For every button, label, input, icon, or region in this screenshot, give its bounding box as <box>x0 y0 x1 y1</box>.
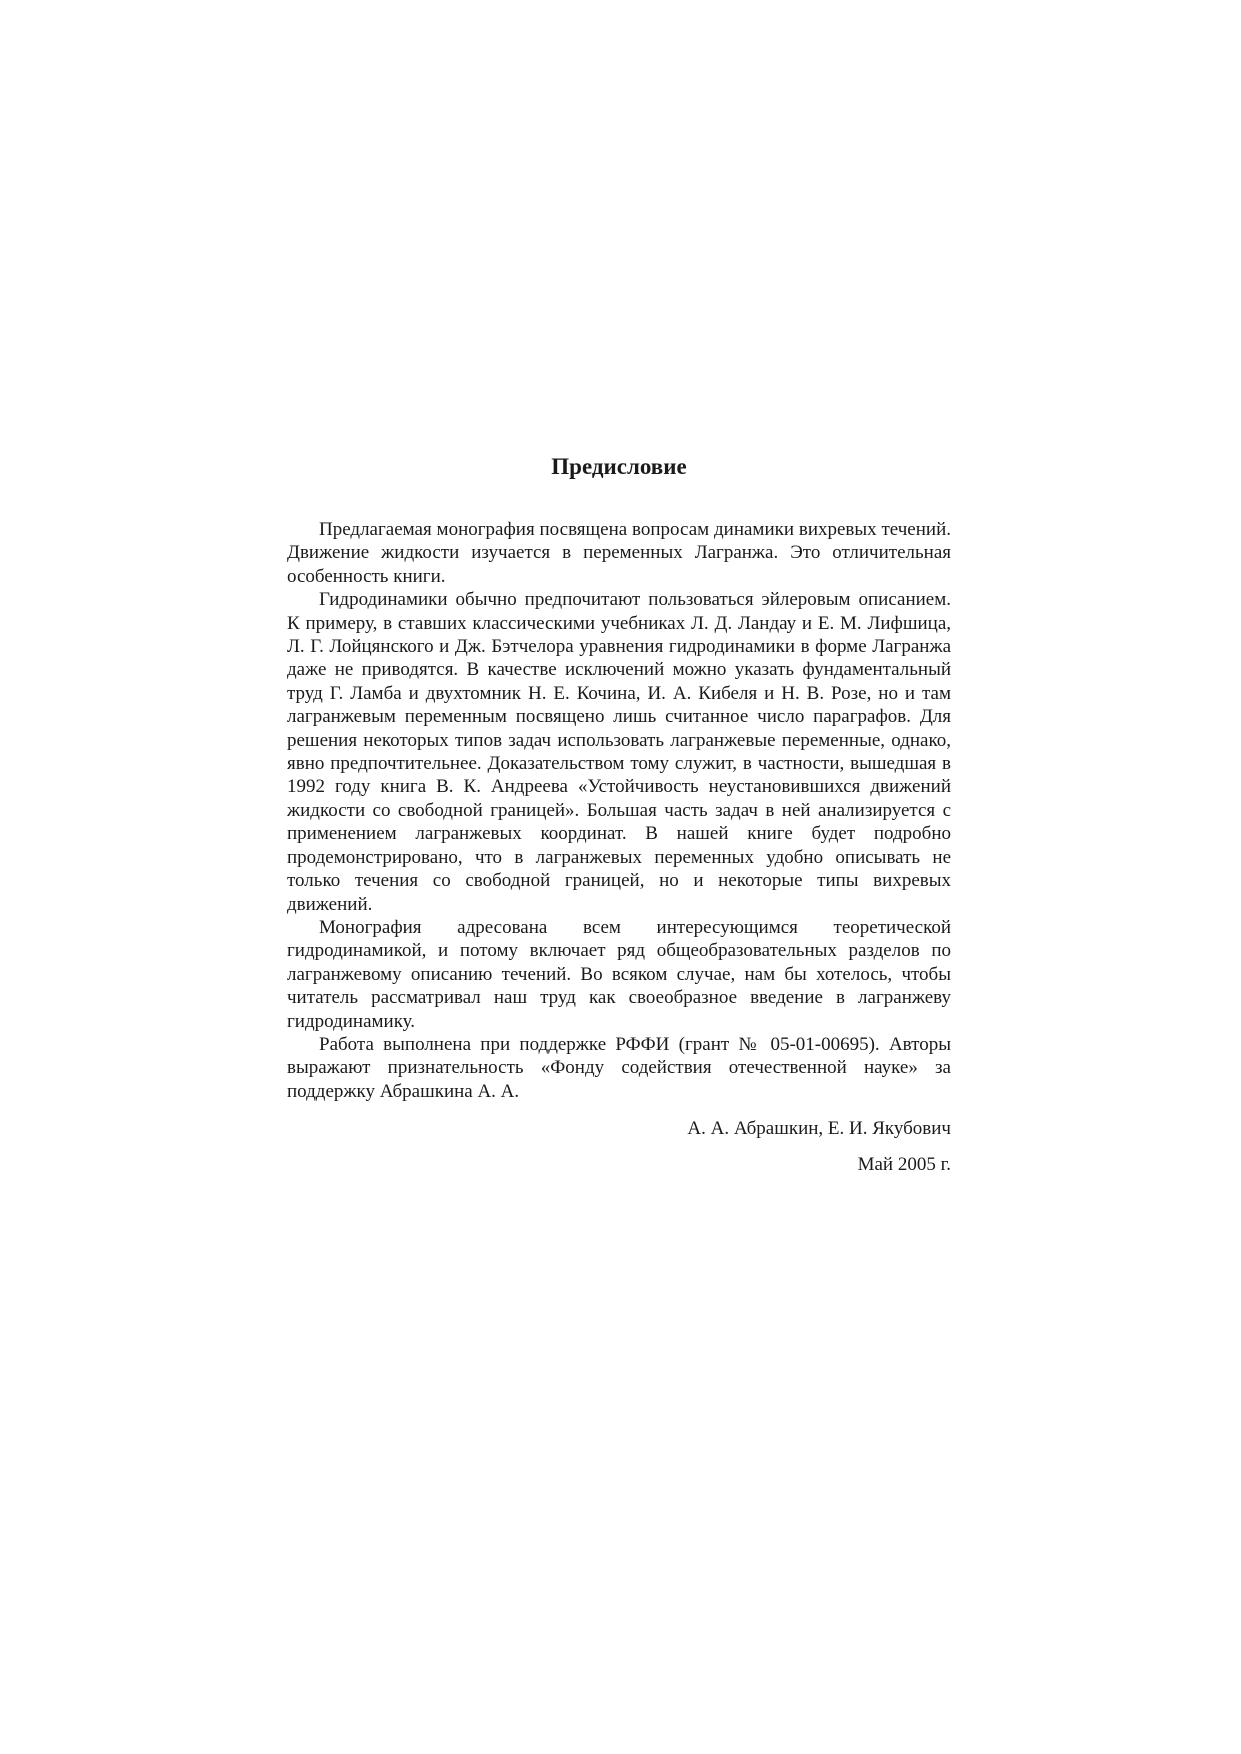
paragraph-3: Монография адресована всем интересующимся теоретической гидродинамикой, и потому включает ряд общеобразовательных разделов по лагранжевому описанию течений. Во всяком случае, нам бы хотелось, чтобы читатель рассматривал наш труд как своеобразное введение в лагранжеву гидродинамику. <box>287 916 951 1032</box>
preface-date: Май 2005 г. <box>857 1154 951 1176</box>
paragraph-1: Предлагаемая монография посвящена вопросам динамики вихревых течений. Движение жидкости изучается в переменных Лагранжа. Это отличительная особенность книги. <box>287 519 951 587</box>
page-title: Предисловие <box>551 454 687 479</box>
paragraph-2: Гидродинамики обычно предпочитают пользоваться эйлеровым описанием. К примеру, в ставших классическими учебниках Л. Д. Ландау и Е. М. Лифшица, Л. Г. Лойцянского и Дж. Бэтчелора уравнения гидродинамики в форме Лагранжа даже не приводятся. В качестве исключений можно указать фундаментальный труд Г. Ламба и двухтомник Н. Е. Кочина, И. А. Кибеля и Н. В. Розе, но и там лагранжевым переменным посвящено лишь считанное число параграфов. Для решения некоторых типов задач использовать лагранжевые переменные, однако, явно предпочтительнее. Доказательством тому служит, в частности, вышедшая в 1992 году книга В. К. Андреева «Устойчивость неустановившихся движений жидкости со свободной границей». Большая часть задач в ней анализируется с применением лагранжевых координат. В нашей книге будет подробно продемонстрировано, что в лагранжевых переменных удобно описывать не только течения со свободной границей, но и некоторые типы вихревых движений. <box>287 589 951 915</box>
preface-page <box>287 452 951 1176</box>
authors-signature: А. А. Абрашкин, Е. И. Якубович <box>687 1118 951 1140</box>
paragraph-4: Работа выполнена при поддержке РФФИ (грант № 05-01-00695). Авторы выражают признательность «Фонду содействия отечественной науке» за поддержку Абрашкина А. А. <box>287 1033 951 1102</box>
